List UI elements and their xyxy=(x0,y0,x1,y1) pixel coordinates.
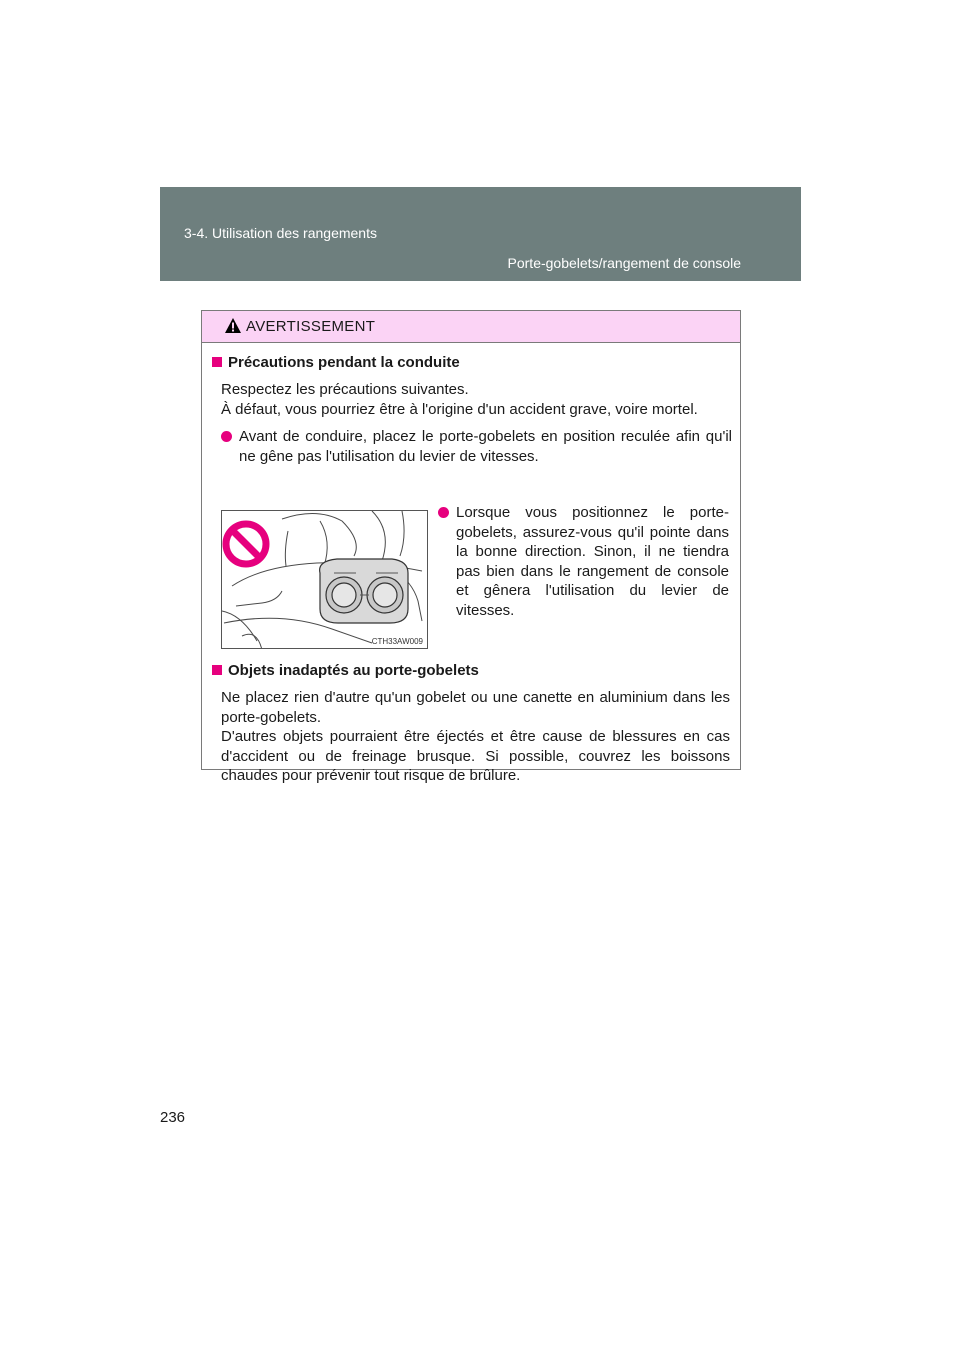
intro-line-1: Respectez les précautions suivantes. xyxy=(221,381,469,398)
cup-holder-drawing xyxy=(222,511,428,649)
square-bullet-icon xyxy=(212,665,222,675)
section1-intro xyxy=(221,380,730,419)
section2-heading-text: Objets inadaptés au porte-gobelets xyxy=(228,662,479,679)
bullet-dot-icon xyxy=(438,507,449,518)
bullet-1 xyxy=(221,427,732,466)
section1-heading xyxy=(212,354,460,371)
warning-icon xyxy=(224,317,242,334)
section-title: 3-4. Utilisation des rangements xyxy=(184,225,377,241)
bullet-2 xyxy=(438,503,729,620)
square-bullet-icon xyxy=(212,357,222,367)
page-number: 236 xyxy=(160,1109,186,1126)
warning-title: AVERTISSEMENT xyxy=(246,318,376,335)
section2-heading xyxy=(212,662,479,679)
section2-body xyxy=(221,688,730,786)
section1-heading-text: Précautions pendant la conduite xyxy=(228,354,460,371)
bullet-1-text: Avant de conduire, placez le porte-gobelets en position reculée afin qu'il ne gêne pas l'utilisation du levier de vitesses. xyxy=(239,428,732,465)
section2-para-1: Ne placez rien d'autre qu'un gobelet ou une canette en aluminium dans les porte-gobelets. xyxy=(221,689,730,726)
section-subtitle: Porte-gobelets/rangement de console xyxy=(507,255,741,271)
section2-para-2: D'autres objets pourraient être éjectés et être cause de blessures en cas d'accident ou de freinage brusque. Si possible, couvrez les boissons chaudes pour prévenir tout risque de brûlure. xyxy=(221,728,730,784)
warning-header xyxy=(202,311,740,343)
cup-holder-illustration xyxy=(221,510,428,649)
bullet-dot-icon xyxy=(221,431,232,442)
intro-line-2: À défaut, vous pourriez être à l'origine d'un accident grave, voire mortel. xyxy=(221,400,698,418)
section-header xyxy=(160,187,801,281)
image-code: CTH33AW009 xyxy=(371,637,423,646)
bullet-2-text: Lorsque vous positionnez le porte-gobelets, assurez-vous qu'il pointe dans la bonne direction. Sinon, il ne tiendra pas bien dans le rangement de console et gênera l'utilisation du levier de vitesses. xyxy=(456,504,729,619)
warning-box xyxy=(201,310,741,784)
